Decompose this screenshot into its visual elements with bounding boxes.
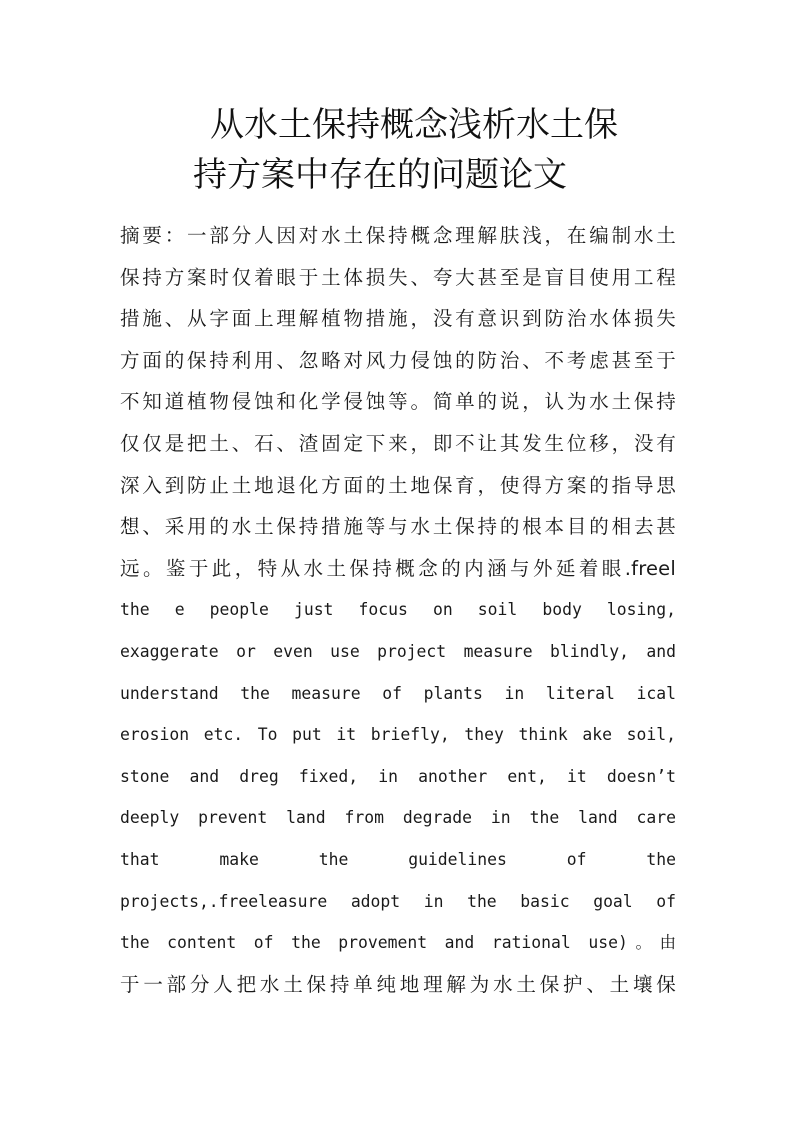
body-line: erosion etc. To put it briefly, they think ake soil, — [120, 725, 676, 745]
body-line: 深入到防止土地退化方面的土地保育，使得方案的指导思 — [120, 473, 676, 497]
body-line: 摘要：一部分人因对水土保持概念理解肤浅，在编制水土 — [120, 224, 676, 247]
body-line: 保持方案时仅着眼于土体损失、夸大甚至是盲目使用工程 — [120, 265, 676, 289]
body-line: the content of the provement and rational use)。由 — [120, 933, 676, 953]
title-line-1: 从水土保持概念浅析水土保 — [210, 105, 618, 145]
body-line: 措施、从字面上理解植物措施，没有意识到防治水体损失 — [120, 307, 676, 331]
abstract-body — [120, 218, 676, 1008]
body-line: understand the measure of plants in literal ical — [120, 683, 676, 703]
body-line: 想、采用的水土保持措施等与水土保持的根本目的相去甚 — [120, 515, 676, 539]
body-line: exaggerate or even use project measure blindly, and — [120, 641, 676, 661]
body-line: deeply prevent land from degrade in the land care — [120, 808, 676, 828]
title-line-2: 持方案中存在的问题论文 — [193, 155, 567, 195]
body-line: 方面的保持利用、忽略对风力侵蚀的防治、不考虑甚至于 — [120, 348, 676, 372]
body-line: projects,.freeleasure adopt in the basic goal of — [120, 891, 676, 911]
body-line: 远。鉴于此，特从水土保持概念的内涵与外延着眼.freel — [120, 556, 676, 580]
body-line: stone and dreg fixed, in another ent, it doesn’t — [120, 766, 676, 786]
body-line: 于一部分人把水土保持单纯地理解为水土保护、土壤保 — [120, 972, 676, 996]
body-line: that make the guidelines of the — [120, 849, 676, 869]
body-line: 不知道植物侵蚀和化学侵蚀等。简单的说，认为水土保持 — [120, 390, 676, 414]
body-line: 仅仅是把土、石、渣固定下来，即不让其发生位移，没有 — [120, 431, 676, 455]
body-line: the e people just focus on soil body losing, — [120, 600, 676, 620]
